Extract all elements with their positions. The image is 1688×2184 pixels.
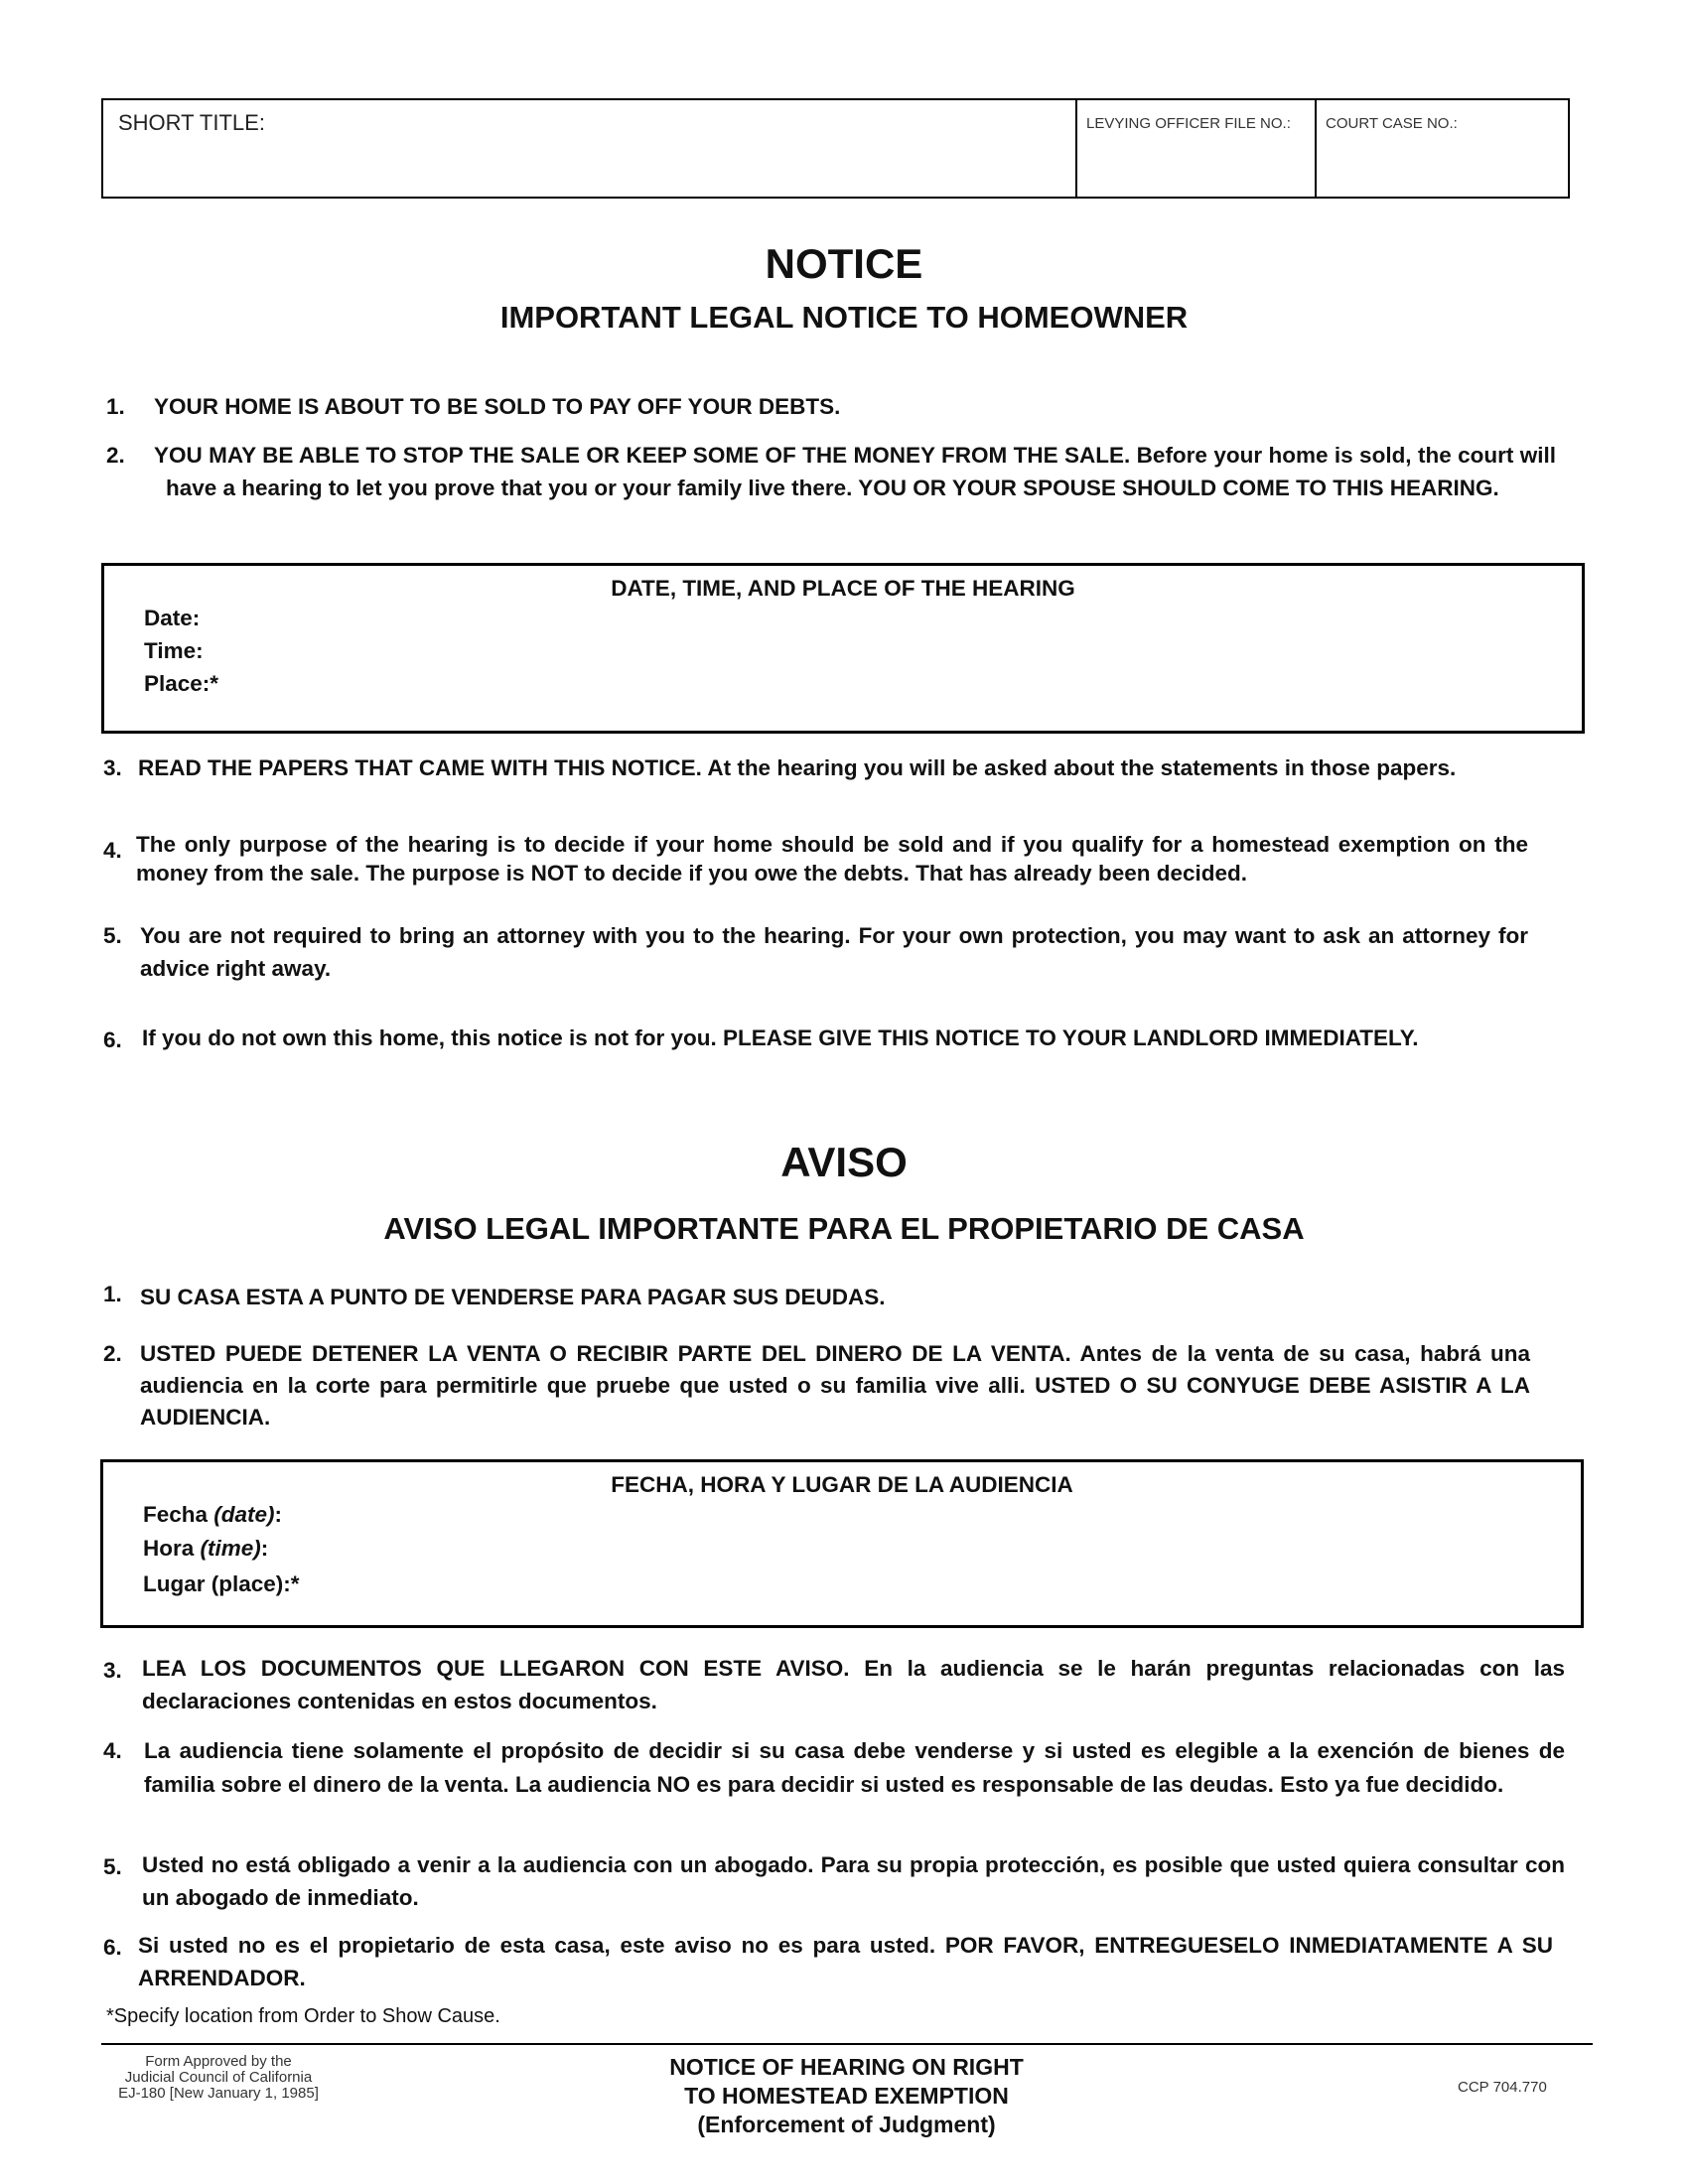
aviso-title: AVISO — [780, 1139, 908, 1185]
form-title-line-3: (Enforcement of Judgment) — [697, 2112, 996, 2137]
aviso-item-5-text: Usted no está obligado a venir a la audiencia con un abogado. Para su propia protección, es posible que usted quiera consultar con un abogado de inmediato. — [142, 1852, 1565, 1910]
aviso-item-3-text: LEA LOS DOCUMENTOS QUE LLEGARON CON ESTE AVISO. En la audiencia se le harán preguntas relacionadas con las declaraciones contenidas en estos documentos. — [142, 1656, 1565, 1713]
notice-item-5-text: You are not required to bring an attorney with you to the hearing. For your own protection, you may want to ask an attorney for advice right away. — [140, 923, 1528, 981]
notice-item-4-number: 4. — [103, 838, 122, 863]
court-case-number-field[interactable] — [1317, 100, 1568, 197]
notice-item-6-text: If you do not own this home, this notice is not for you. PLEASE GIVE THIS NOTICE TO YOUR LANDLORD IMMEDIATELY. — [142, 1025, 1419, 1050]
location-footnote: *Specify location from Order to Show Cause. — [106, 2005, 500, 2027]
notice-item-6-number: 6. — [103, 1027, 122, 1052]
form-title-line-2: TO HOMESTEAD EXEMPTION — [684, 2083, 1009, 2109]
levying-officer-file-field[interactable] — [1077, 100, 1317, 197]
fecha-colon: : — [274, 1502, 283, 1527]
aviso-item-4-text: La audiencia tiene solamente el propósito de decidir si su casa debe venderse y si usted es elegible a la exención de bienes de familia sobre el dinero de la venta. La audiencia NO es para decidir si usted es responsable de las deudas. Esto ya fue decidido. — [144, 1738, 1565, 1797]
notice-item-3-number: 3. — [103, 755, 122, 780]
hearing-place-label[interactable]: Place:* — [144, 671, 219, 696]
approval-line-2: Judicial Council of California — [124, 2069, 313, 2086]
notice-item-2-text — [154, 439, 1556, 504]
aviso-hearing-box — [100, 1459, 1584, 1628]
levying-officer-file-label: LEVYING OFFICER FILE NO.: — [1086, 115, 1291, 132]
hora-text: Hora — [143, 1536, 195, 1561]
aviso-item-6-text: Si usted no es el propietario de esta casa, este aviso no es para usted. POR FAVOR, ENTREGUESELO INMEDIATAMENTE A SU ARRENDADOR. — [138, 1933, 1553, 1990]
notice-item-5-number: 5. — [103, 923, 122, 948]
aviso-item-5-number: 5. — [103, 1854, 122, 1879]
notice-item-3-text: READ THE PAPERS THAT CAME WITH THIS NOTICE. At the hearing you will be asked about the statements in those papers. — [138, 755, 1457, 780]
approval-line-3: EJ-180 [New January 1, 1985] — [118, 2085, 319, 2102]
court-case-number-label: COURT CASE NO.: — [1326, 115, 1458, 132]
audiencia-hora-label[interactable] — [143, 1536, 268, 1562]
aviso-item-2-number: 2. — [103, 1341, 122, 1366]
short-title-field[interactable] — [103, 100, 1077, 197]
hora-italic: (time) — [200, 1536, 261, 1561]
approval-line-1: Form Approved by the — [145, 2053, 292, 2070]
form-approval-block — [99, 2054, 338, 2102]
notice-hearing-box — [101, 563, 1585, 734]
code-citation: CCP 704.770 — [1458, 2079, 1547, 2096]
notice-item-1-text: YOUR HOME IS ABOUT TO BE SOLD TO PAY OFF YOUR DEBTS. — [154, 394, 841, 419]
hearing-time-label[interactable]: Time: — [144, 638, 204, 663]
notice-title: NOTICE — [765, 240, 923, 287]
form-title-line-1: NOTICE OF HEARING ON RIGHT — [669, 2054, 1024, 2080]
aviso-hearing-heading: FECHA, HORA Y LUGAR DE LA AUDIENCIA — [611, 1472, 1073, 1497]
form-title-block — [596, 2053, 1097, 2139]
hearing-date-label[interactable]: Date: — [144, 606, 201, 630]
aviso-item-4-number: 4. — [103, 1738, 122, 1763]
aviso-item-1-number: 1. — [103, 1282, 122, 1306]
notice-item-2-number: 2. — [106, 443, 125, 468]
fecha-italic: (date) — [213, 1502, 275, 1527]
audiencia-fecha-label[interactable] — [143, 1502, 282, 1528]
fecha-text: Fecha — [143, 1502, 209, 1527]
aviso-subtitle: AVISO LEGAL IMPORTANTE PARA EL PROPIETARIO DE CASA — [383, 1211, 1305, 1246]
aviso-item-1-text: SU CASA ESTA A PUNTO DE VENDERSE PARA PAGAR SUS DEUDAS. — [140, 1285, 886, 1309]
notice-subtitle: IMPORTANT LEGAL NOTICE TO HOMEOWNER — [499, 300, 1189, 335]
caption-header-table — [101, 98, 1570, 199]
aviso-item-3-number: 3. — [103, 1658, 122, 1683]
audiencia-lugar-label[interactable]: Lugar (place):* — [143, 1571, 300, 1596]
short-title-label: SHORT TITLE: — [118, 110, 265, 135]
notice-hearing-heading: DATE, TIME, AND PLACE OF THE HEARING — [611, 576, 1075, 601]
footer-divider — [101, 2043, 1593, 2045]
notice-item-2-body: YOU MAY BE ABLE TO STOP THE SALE OR KEEP SOME OF THE MONEY FROM THE SALE. Before your home is sold, the court will have a hearing to let you prove that you or your family live there. YOU OR YOUR SPOUSE SHOULD COME TO THIS HEARING. — [154, 443, 1556, 500]
notice-item-4-text: The only purpose of the hearing is to decide if your home should be sold and if you qualify for a homestead exemption on the money from the sale. The purpose is NOT to decide if you owe the debts. That has already been decided. — [136, 832, 1528, 886]
aviso-item-2-text: USTED PUEDE DETENER LA VENTA O RECIBIR PARTE DEL DINERO DE LA VENTA. Antes de la venta de su casa, habrá una audiencia en la corte para permitirle que pruebe que usted o su familia vive alli. USTED O SU CONYUGE DEBE ASISTIR A LA AUDIENCIA. — [140, 1341, 1530, 1430]
hora-colon: : — [260, 1536, 269, 1561]
aviso-item-6-number: 6. — [103, 1935, 122, 1960]
notice-item-1-number: 1. — [106, 394, 125, 419]
